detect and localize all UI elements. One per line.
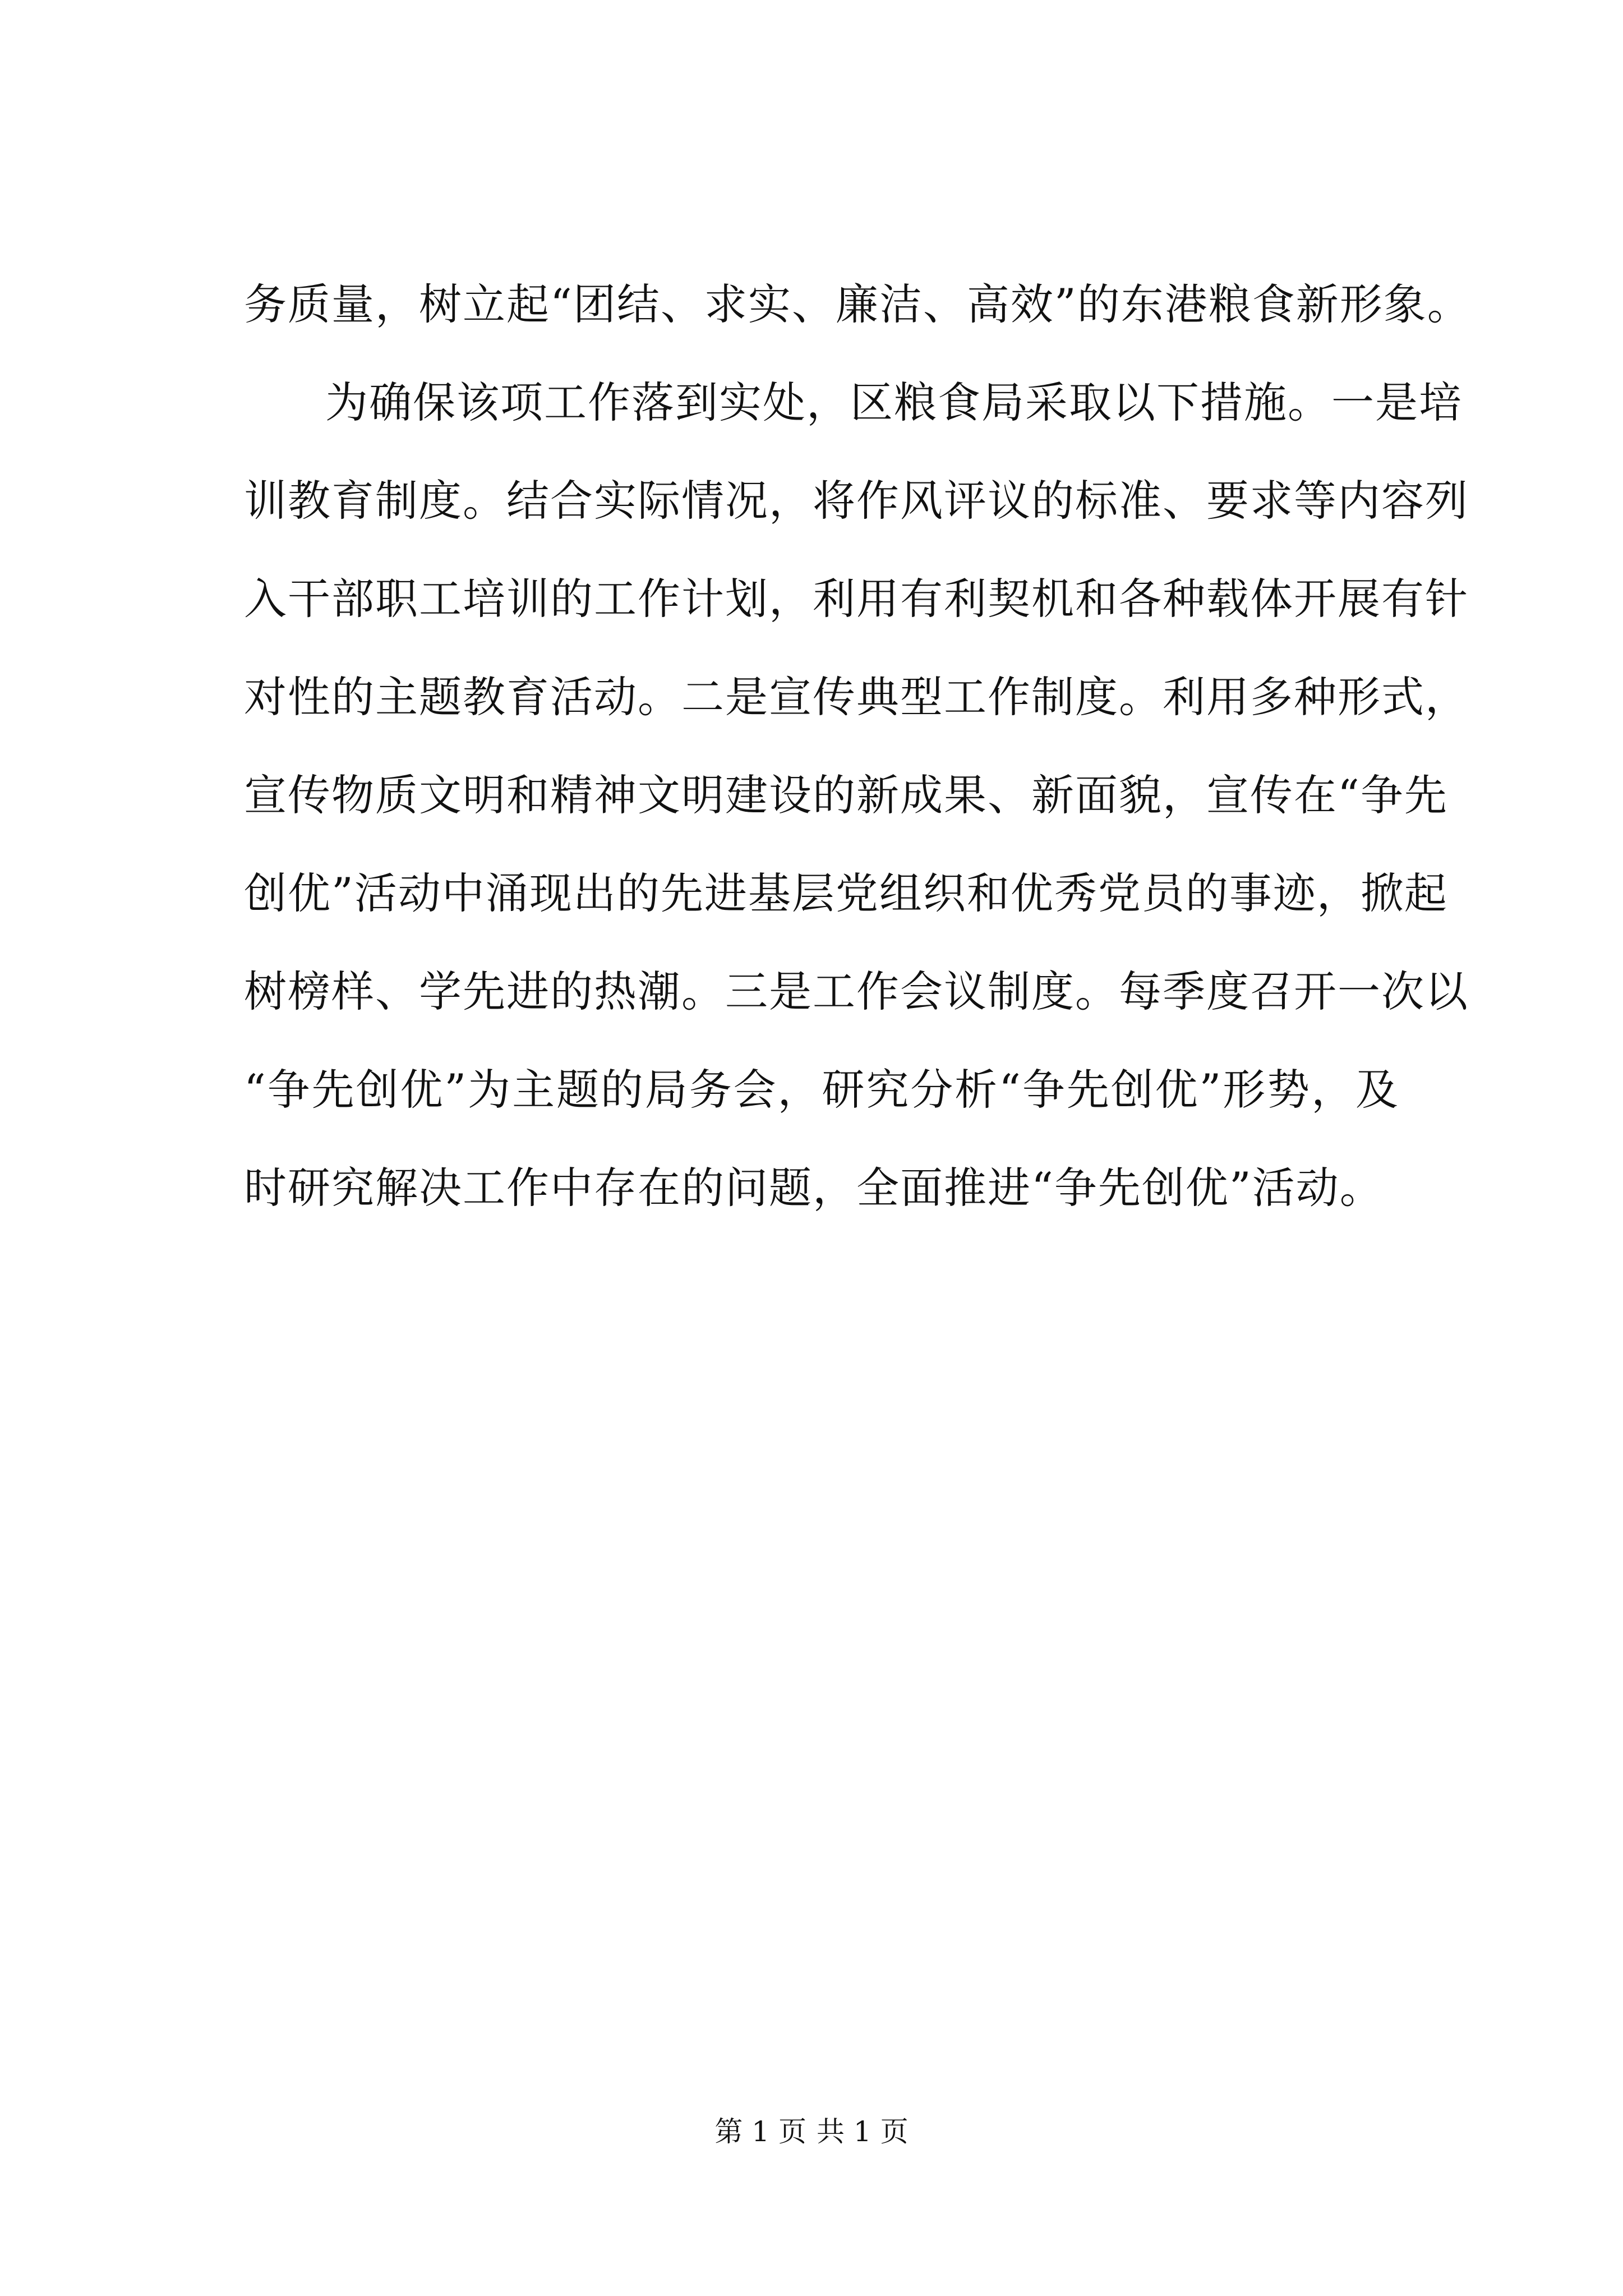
paragraph-line: 务质量，树立起“团结、求实、廉洁、高效”的东港粮食新形象。 [244,279,1471,329]
paragraph-line: 树榜样、学先进的热潮。三是工作会议制度。每季度召开一次以 [244,967,1469,1016]
paragraph-line: 宣传物质文明和精神文明建设的新成果、新面貌，宣传在“争先 [244,770,1448,820]
page-number: 第 1 页 [714,2115,806,2148]
document-body [244,255,1471,1237]
paragraph-line: 训教育制度。结合实际情况，将作风评议的标准、要求等内容列 [244,476,1469,526]
paragraph-line: 为确保该项工作落到实处，区粮食局采取以下措施。一是培 [325,378,1463,427]
paragraph-line: “争先创优”为主题的局务会，研究分析“争先创优”形势，及 [244,1065,1399,1115]
paragraph-line: 创优”活动中涌现出的先进基层党组织和优秀党员的事迹，掀起 [244,868,1448,918]
paragraph-line: 时研究解决工作中存在的问题，全面推进“争先创优”活动。 [244,1163,1384,1213]
paragraph-line: 入干部职工培训的工作计划，利用有利契机和各种载体开展有针 [244,574,1469,624]
page-total: 共 1 页 [817,2115,909,2148]
paragraph-line: 对性的主题教育活动。二是宣传典型工作制度。利用多种形式， [244,672,1469,722]
page-footer [0,2112,1623,2151]
